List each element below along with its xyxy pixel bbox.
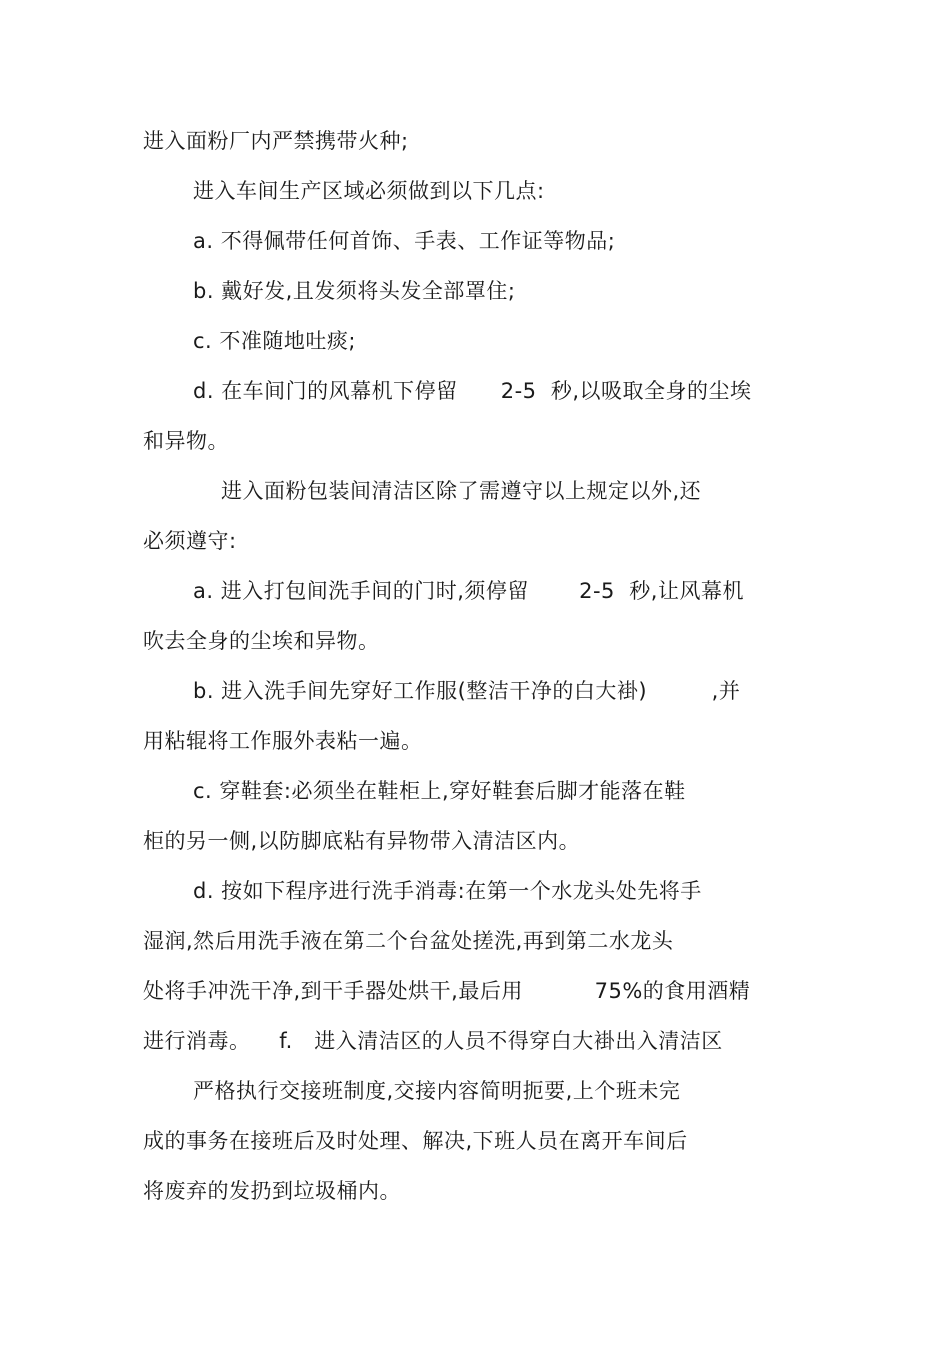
text-line: 柜的另一侧,以防脚底粘有异物带入清洁区内。 [143, 829, 581, 853]
text-line: 严格执行交接班制度,交接内容简明扼要,上个班未完 [193, 1079, 681, 1103]
text-line: 进入面粉包装间清洁区除了需遵守以上规定以外,还 [221, 479, 702, 503]
text-line: b. 戴好发,且发须将头发全部罩住; [193, 279, 516, 303]
text-line: 进行消毒。 f. 进入清洁区的人员不得穿白大褂出入清洁区 [143, 1029, 723, 1053]
text-line: c. 不准随地吐痰; [193, 329, 356, 353]
text-line: 处将手冲洗干净,到干手器处烘干,最后用 75%的食用酒精 [143, 979, 751, 1003]
text-line: d. 按如下程序进行洗手消毒:在第一个水龙头处先将手 [193, 879, 702, 903]
text-line: 进入车间生产区域必须做到以下几点: [193, 179, 545, 203]
text-line: 用粘辊将工作服外表粘一遍。 [143, 729, 423, 753]
text-line: 将废弃的发扔到垃圾桶内。 [143, 1179, 401, 1203]
text-line: 成的事务在接班后及时处理、解决,下班人员在离开车间后 [143, 1129, 688, 1153]
text-line: 必须遵守: [143, 529, 237, 553]
text-line: 进入面粉厂内严禁携带火种; [143, 129, 409, 153]
text-line: c. 穿鞋套:必须坐在鞋柜上,穿好鞋套后脚才能落在鞋 [193, 779, 686, 803]
text-line: a. 进入打包间洗手间的门时,须停留 2-5 秒,让风幕机 [193, 579, 744, 603]
text-line: a. 不得佩带任何首饰、手表、工作证等物品; [193, 229, 616, 253]
text-line: b. 进入洗手间先穿好工作服(整洁干净的白大褂) ,并 [193, 679, 741, 703]
text-line: 和异物。 [143, 429, 229, 453]
text-line: 吹去全身的尘埃和异物。 [143, 629, 380, 653]
text-line: d. 在车间门的风幕机下停留 2-5 秒,以吸取全身的尘埃 [193, 379, 752, 403]
text-line: 湿润,然后用洗手液在第二个台盆处搓洗,再到第二水龙头 [143, 929, 674, 953]
